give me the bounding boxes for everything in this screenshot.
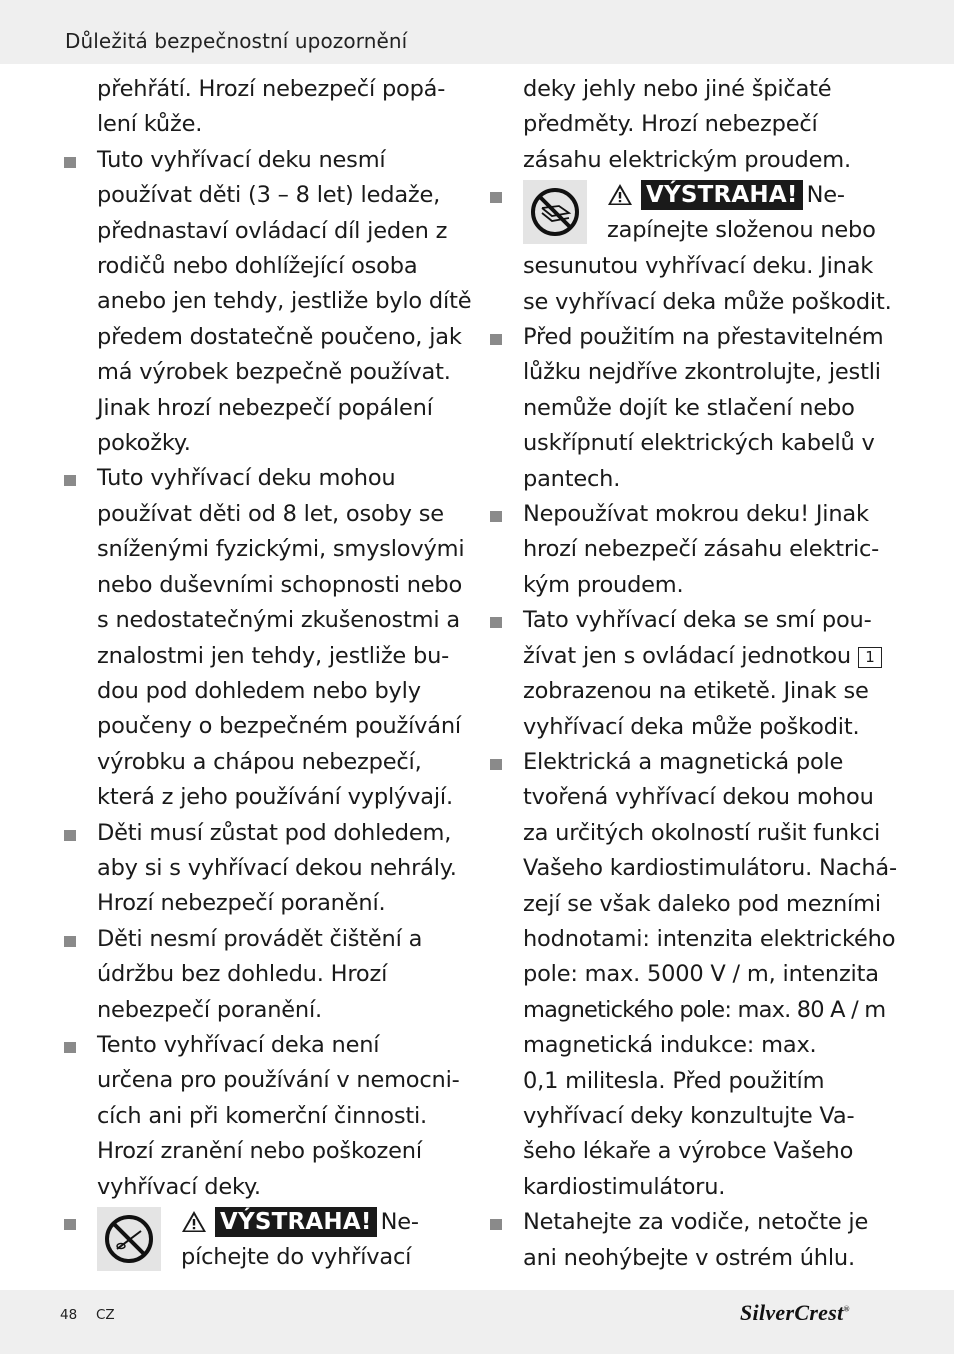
bullet-icon [64, 475, 76, 486]
continuation-text [488, 72, 892, 178]
text-line: zásahu elektrickým proudem. [523, 146, 851, 173]
language-code: CZ [96, 1307, 115, 1323]
text-line: Elektrická a magnetická pole [523, 748, 844, 775]
text-line: Tuto vyhřívací deku nesmí [97, 146, 386, 173]
text-line: vyhřívací deky konzultujte Va- [523, 1102, 855, 1129]
text-line: za určitých okolností rušit funkci [523, 819, 881, 846]
brand-name: SilverCrest [740, 1300, 844, 1325]
text-line: magnetického pole: max. 80 A / m [523, 996, 886, 1023]
bullet-icon [64, 936, 76, 947]
right-column [488, 72, 897, 1276]
text-line: určena pro používání v nemocni- [97, 1067, 460, 1094]
text-line: vyhřívací deky. [97, 1173, 261, 1200]
text-line: aby si s vyhřívací dekou nehrály. [97, 854, 457, 881]
list-item [62, 1028, 466, 1205]
text-line: píchejte do vyhřívací [181, 1244, 412, 1270]
text-line: anebo jen tehdy, jestliže bylo dítě [97, 288, 472, 315]
text-line: tvořená vyhřívací dekou mohou [523, 784, 874, 811]
list-item [488, 497, 892, 603]
text-line: uskřípnutí elektrických kabelů v [523, 430, 875, 457]
warning-heading [181, 1205, 419, 1240]
text-line: Hrozí zranění nebo poškození [97, 1138, 422, 1165]
bullet-icon [490, 759, 502, 770]
text-line: Netahejte za vodiče, netočte je [523, 1209, 869, 1236]
text-line: používat děti (3 – 8 let) ledaže, [97, 182, 441, 209]
warning-heading [607, 178, 845, 213]
bullet-icon [490, 1219, 502, 1230]
text-line: magnetická indukce: max. [523, 1032, 817, 1059]
text-line: hrozí nebezpečí zásahu elektric- [523, 536, 880, 563]
text-line: lení kůže. [97, 111, 203, 138]
text-line: kardiostimulátoru. [523, 1173, 726, 1200]
text-line: zejí se však daleko pod mezními [523, 890, 881, 917]
text-line: Děti nesmí provádět čištění a [97, 925, 423, 952]
no-needles-icon [97, 1207, 161, 1271]
text-line: vyhřívací deka může poškodit. [523, 713, 860, 740]
section-title: Důležitá bezpečnostní upozornění [65, 29, 408, 53]
warning-item [488, 178, 892, 320]
text-line: zobrazenou na etiketě. Jinak se [523, 678, 869, 705]
text-line: Tento vyhřívací deka není [97, 1031, 380, 1058]
text-line: Jinak hrozí nebezpečí popálení [97, 394, 433, 421]
bullet-icon [64, 1042, 76, 1053]
list-item [62, 922, 466, 1028]
page-header [0, 0, 954, 64]
text-line: Tato vyhřívací deka se smí pou- [523, 607, 872, 634]
bullet-icon [64, 1219, 76, 1230]
page-number: 48 [60, 1307, 78, 1323]
text-line: Děti musí zůstat pod dohledem, [97, 819, 452, 846]
text-line: pokožky. [97, 430, 191, 457]
warning-label: VÝSTRAHA! [641, 180, 803, 210]
text-line: s nedostatečnými zkušenostmi a [97, 607, 460, 634]
text-line: používat děti od 8 let, osoby se [97, 500, 444, 527]
text-line: Ne- [380, 1209, 419, 1235]
text-line: znalostmi jen tehdy, jestliže bu- [97, 642, 450, 669]
text-line: předměty. Hrozí nebezpečí [523, 111, 818, 138]
text-line: sníženými fyzickými, smyslovými [97, 536, 465, 563]
text-line: rodičů nebo dohlížející osoba [97, 253, 418, 280]
text-line: se vyhřívací deka může poškodit. [523, 288, 892, 315]
list-item [62, 816, 466, 922]
list-item [488, 603, 892, 745]
text-line: hodnotami: intenzita elektrického [523, 925, 896, 952]
list-item [62, 461, 466, 815]
warning-label: VÝSTRAHA! [215, 1207, 377, 1237]
bullet-icon [64, 157, 76, 168]
bullet-icon [490, 334, 502, 345]
text-line: Ne- [806, 182, 845, 209]
text-line: nebo duševními schopnosti nebo [97, 571, 463, 598]
bullet-icon [490, 511, 502, 522]
text-line: Nepoužívat mokrou deku! Jinak [523, 501, 869, 528]
text-line [523, 639, 892, 674]
text-line: nemůže dojít ke stlačení nebo [523, 394, 855, 421]
text-line: přehřátí. Hrozí nebezpečí popá- [97, 76, 446, 102]
bullet-icon [490, 617, 502, 628]
text-line: údržbu bez dohledu. Hrozí [97, 961, 388, 988]
text-line: 0,1 militesla. Před použitím [523, 1067, 825, 1094]
text-line: výrobku a chápou nebezpečí, [97, 748, 422, 775]
text-line: poučeny o bezpečném používání [97, 713, 461, 740]
text-line: pantech. [523, 465, 621, 492]
text-line: Vašeho kardiostimulátoru. Nachá- [523, 855, 897, 882]
bullet-icon [490, 192, 502, 203]
warning-item [62, 1205, 466, 1276]
list-item [62, 143, 472, 462]
text-line: Hrozí nebezpečí poranění. [97, 890, 386, 917]
no-folded-use-icon [523, 180, 587, 244]
warning-triangle-icon [607, 183, 633, 206]
text-line: ani neohýbejte v ostrém úhlu. [523, 1244, 855, 1271]
bullet-icon [64, 830, 76, 841]
brand-logo [740, 1300, 850, 1326]
list-item [488, 745, 897, 1205]
text-line: šeho lékaře a výrobce Vašeho [523, 1138, 854, 1165]
control-unit-reference: 1 [858, 647, 882, 668]
left-column [62, 72, 472, 1276]
list-item [488, 320, 892, 497]
warning-triangle-icon [181, 1210, 207, 1233]
text-line: nebezpečí poranění. [97, 996, 322, 1023]
text-line: deky jehly nebo jiné špičaté [523, 76, 832, 102]
text-line: lůžku nejdříve zkontrolujte, jestli [523, 359, 881, 386]
text-fragment: žívat jen s ovládací jednotkou [523, 642, 851, 669]
text-line: dou pod dohledem nebo byly [97, 677, 421, 704]
text-line: která z jeho používání vyplývají. [97, 784, 453, 811]
page-footer [0, 1290, 954, 1354]
text-line: Tuto vyhřívací deku mohou [97, 465, 396, 492]
list-item [488, 1205, 892, 1276]
text-line: přednastaví ovládací díl jeden z [97, 217, 448, 244]
text-line: zapínejte složenou nebo [607, 217, 876, 244]
text-line: předem dostatečně poučeno, jak [97, 323, 462, 350]
text-line: pole: max. 5000 V / m, intenzita [523, 961, 879, 988]
text-line: kým proudem. [523, 571, 684, 598]
text-line: cích ani při komerční činnosti. [97, 1102, 427, 1129]
text-line: Před použitím na přestavitelném [523, 324, 884, 351]
continuation-text [62, 72, 466, 143]
registered-mark: ® [843, 1304, 850, 1314]
text-line: sesunutou vyhřívací deku. Jinak [523, 253, 874, 280]
text-line: má výrobek bezpečně používat. [97, 359, 451, 386]
